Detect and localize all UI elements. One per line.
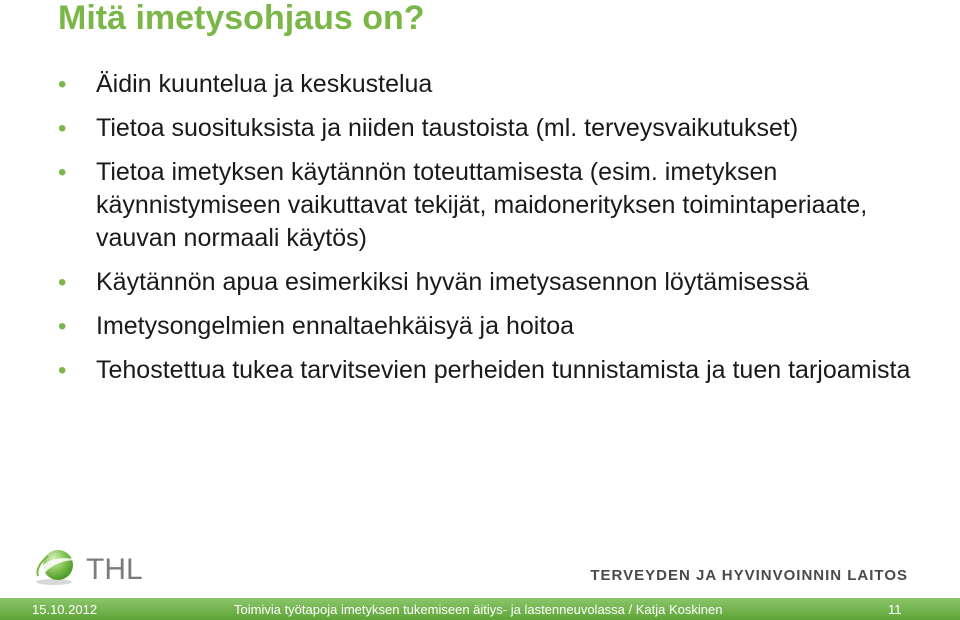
footer-bar	[0, 598, 960, 620]
bullet-list	[58, 68, 928, 398]
bullet-text: Tietoa suosituksista ja niiden taustoista (ml. terveysvaikutukset)	[96, 114, 799, 142]
bullet-dot-icon: •	[58, 313, 67, 340]
list-item	[58, 156, 928, 255]
list-item	[58, 68, 928, 101]
institute-name: TERVEYDEN JA HYVINVOINNIN LAITOS	[590, 567, 908, 584]
list-item	[58, 310, 928, 343]
footer-description: Toimivia työtapoja imetyksen tukemiseen äitiys- ja lastenneuvolassa / Katja Koskinen	[234, 602, 723, 617]
list-item	[58, 112, 928, 145]
logo-text: THL	[86, 553, 143, 586]
list-item	[58, 266, 928, 299]
bullet-text: Äidin kuuntelua ja keskustelua	[96, 70, 433, 98]
page-number: 11	[888, 602, 902, 617]
bullet-text: Imetysongelmien ennaltaehkäisyä ja hoitoa	[96, 312, 575, 340]
bullet-text: Käytännön apua esimerkiksi hyvän imetysasennon löytämisessä	[96, 268, 809, 296]
list-item	[58, 354, 928, 387]
bullet-dot-icon: •	[58, 159, 67, 186]
bullet-text: Tietoa imetyksen käytännön toteuttamisesta (esim. imetyksen käynnistymiseen vaikuttavat tekijät, maidonerityksen toimintaperiaate, vauvan normaali käytös)	[96, 158, 868, 252]
bullet-dot-icon: •	[58, 269, 67, 296]
thl-logo	[34, 546, 164, 588]
bullet-dot-icon: •	[58, 71, 67, 98]
bullet-text: Tehostettua tukea tarvitsevien perheiden tunnistamista ja tuen tarjoamista	[96, 356, 911, 384]
footer-date: 15.10.2012	[32, 602, 98, 617]
thl-globe-icon	[34, 546, 164, 588]
bullet-dot-icon: •	[58, 357, 67, 384]
slide-title: Mitä imetysohjaus on?	[58, 0, 425, 37]
bullet-dot-icon: •	[58, 115, 67, 142]
